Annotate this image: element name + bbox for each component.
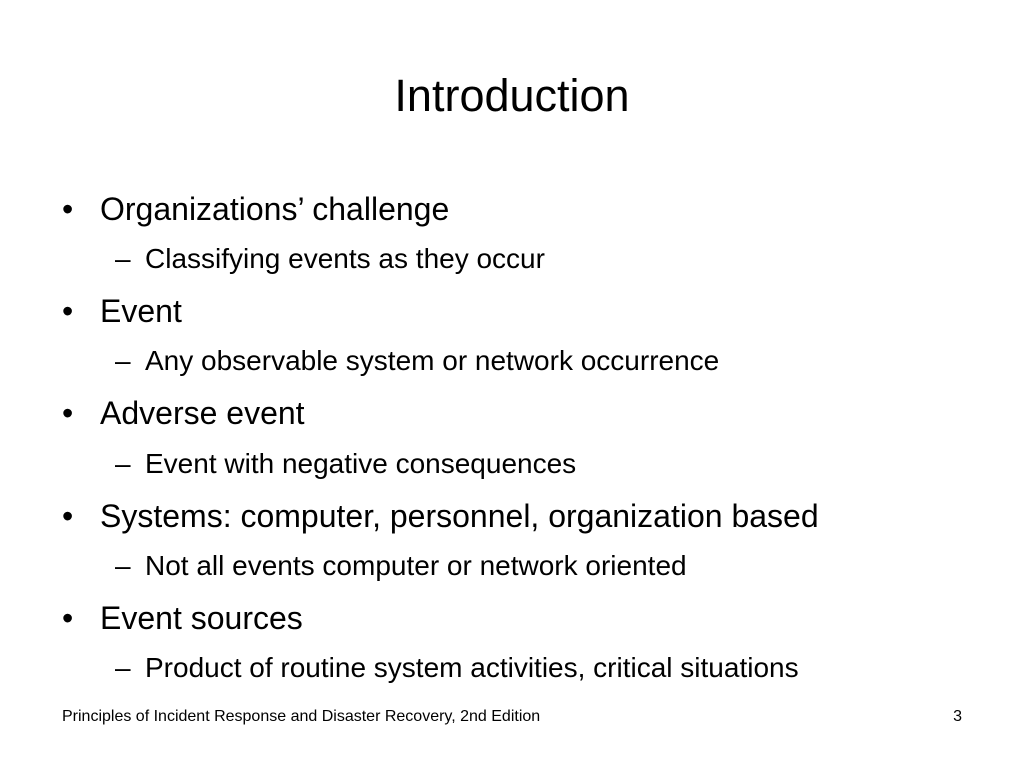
bullet-item [58, 291, 182, 331]
sub-bullet-text: Product of routine system activities, critical situations [145, 652, 799, 683]
sub-bullet-item [115, 446, 576, 482]
bullet-marker: • [62, 395, 74, 431]
slide-title: Introduction [394, 70, 630, 121]
bullet-text: Organizations’ challenge [100, 191, 450, 227]
bullet-item [58, 189, 449, 229]
sub-bullet-item [115, 343, 719, 379]
sub-bullet-item [115, 548, 687, 584]
bullet-text: Adverse event [100, 395, 305, 431]
bullet-marker: • [62, 191, 74, 227]
sub-bullet-item [115, 650, 799, 686]
bullet-marker: • [62, 600, 74, 636]
bullet-text: Systems: computer, personnel, organization based [100, 498, 819, 534]
page-number: 3 [953, 708, 962, 725]
sub-bullet-text: Not all events computer or network oriented [145, 550, 687, 581]
sub-bullet-marker: – [115, 652, 131, 683]
sub-bullet-text: Any observable system or network occurrence [145, 345, 720, 376]
bullet-text: Event sources [100, 600, 303, 636]
sub-bullet-marker: – [115, 345, 131, 376]
bullet-marker: • [62, 293, 74, 329]
bullet-item [58, 598, 303, 638]
sub-bullet-marker: – [115, 243, 131, 274]
sub-bullet-marker: – [115, 550, 131, 581]
sub-bullet-text: Classifying events as they occur [145, 243, 545, 274]
sub-bullet-text: Event with negative consequences [145, 448, 577, 479]
bullet-item [58, 393, 305, 433]
sub-bullet-marker: – [115, 448, 131, 479]
sub-bullet-item [115, 241, 545, 277]
bullet-text: Event [100, 293, 182, 329]
bullet-marker: • [62, 498, 74, 534]
bullet-item [58, 496, 819, 536]
footer-book-title: Principles of Incident Response and Disaster Recovery, 2nd Edition [62, 708, 541, 725]
